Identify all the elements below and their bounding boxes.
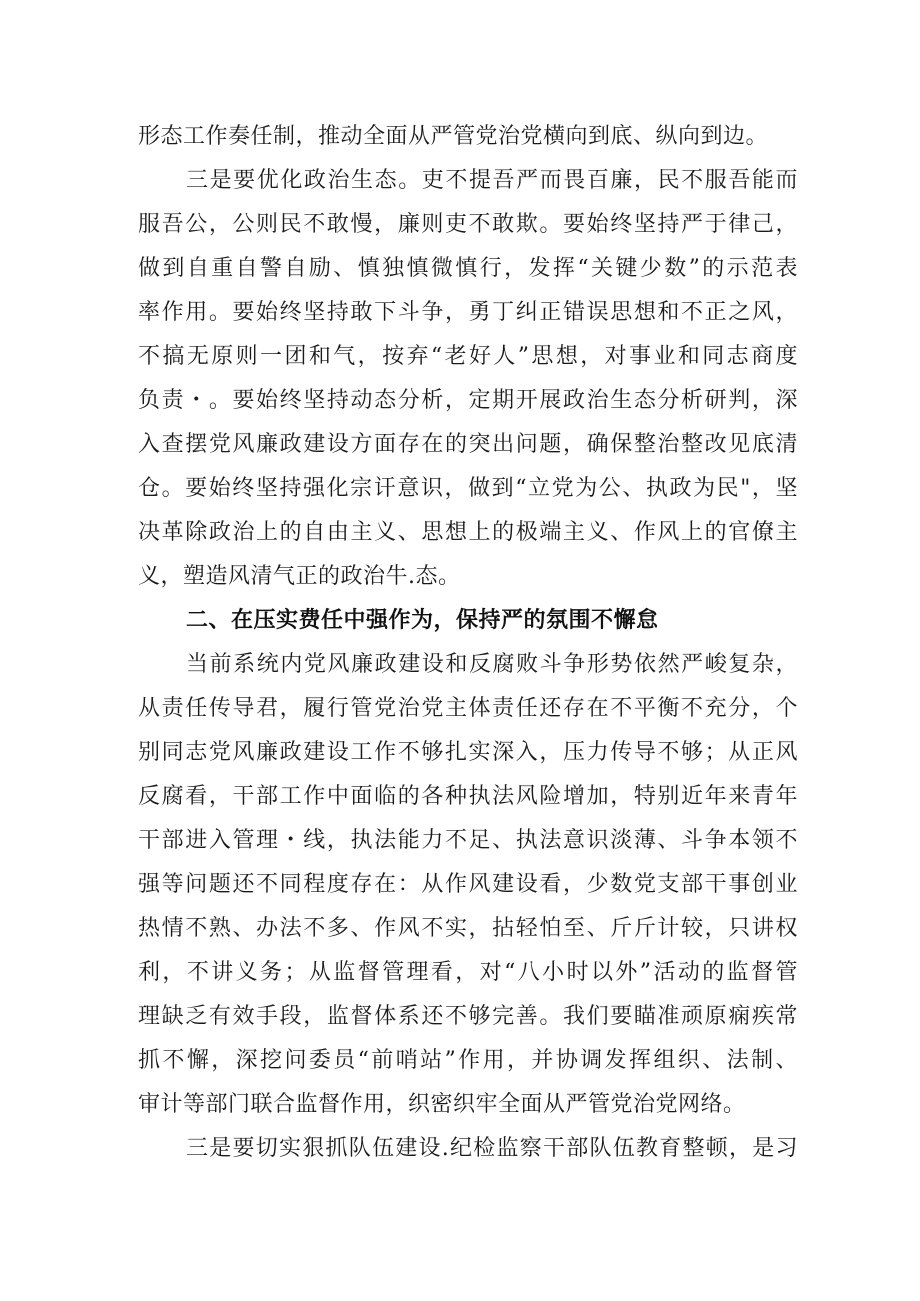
text-line: 仓。要始终坚持强化宗讦意识，做到“立党为公、执政为民"，坚 [138, 476, 798, 501]
text-line: 形态工作奏任制，推动全面从严管党治党横向到底、纵向到边。 [138, 124, 769, 149]
text-line: 利，不讲义务；从监督管理看，对“八小时以外”活动的监督管 [138, 960, 798, 985]
text-line: 热情不熟、办法不多、作风不实，拈轻怕至、斤斤计较，只讲权 [138, 916, 798, 941]
text-line: 三是要优化政治生态。吏不提吾严而畏百廉，民不服吾能而 [186, 168, 798, 193]
text-line: 抓不懈，深挖问委员“前哨站”作用，并协调发挥组织、法制、 [138, 1048, 798, 1073]
text-line: 强等问题还不同程度存在：从作风建设看，少数党支部干事创业 [138, 872, 798, 897]
text-line: 从责任传导君，履行管党治党主体责任还存在不平衡不充分，个 [138, 696, 798, 721]
text-line: 别同志党风廉政建设工作不够扎实深入，压力传导不够；从正风 [138, 740, 798, 765]
text-line: 理缺乏有效手段，监督体系还不够完善。我们要瞄准顽原痫疾常 [138, 1004, 798, 1029]
text-line: 不搞无原则一团和气，按弃“老好人”思想，对事业和同志商度 [138, 344, 798, 369]
text-line: 负责・。要始终坚持动态分析，定期开展政治生态分析研判，深 [138, 388, 798, 413]
text-line: 服吾公，公则民不敢慢，廉则吏不敢欺。要始终坚持严于律己， [138, 212, 798, 237]
text-line: 三是要切实狠抓队伍建设.纪检监察干部队伍教育整顿，是习 [186, 1136, 798, 1161]
text-line: 干部进入管理・线，执法能力不足、执法意识淡薄、斗争本领不 [138, 828, 798, 853]
text-line: 义，塑造风清气正的政治牛.态。 [138, 564, 461, 589]
text-line: 反腐看，干部工作中面临的各种执法风险增加，特别近年来青年 [138, 784, 798, 809]
text-line: 入查摆党风廉政建设方面存在的突出问题，确保整治整改见底清 [138, 432, 798, 457]
text-line: 决革除政治上的自由主义、思想上的极端主义、作风上的官僚主 [138, 520, 798, 545]
text-line: 做到自重自警自励、慎独慎微慎行，发挥“关键少数”的示范表 [138, 256, 798, 281]
text-line: 审计等部门联合监督作用，织密织牢全面从严管党治党网络。 [138, 1092, 746, 1117]
text-line: 当前系统内党风廉政建设和反腐败斗争形势依然严峻复杂， [186, 652, 798, 677]
section-heading: 二、在压实费任中强作为，保持严的氛围不懈怠 [186, 608, 659, 633]
text-line: 率作用。要始终坚持敢下斗争，勇丁纠正错误思想和不正之风， [138, 300, 798, 325]
